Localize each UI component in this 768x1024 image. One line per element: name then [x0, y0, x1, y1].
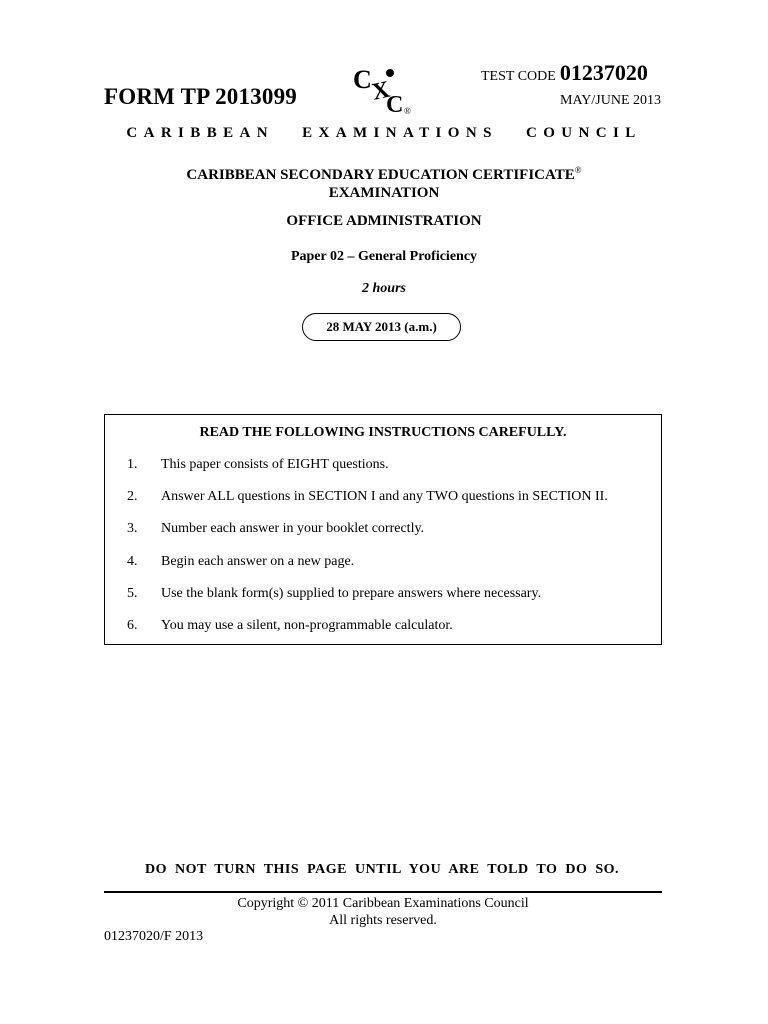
council-name: CARIBBEAN EXAMINATIONS COUNCIL [126, 125, 642, 141]
test-code-label: TEST CODE [481, 69, 556, 84]
instructions-box [104, 414, 662, 645]
instruction-number: 3. [127, 521, 138, 536]
warning-notice: DO NOT TURN THIS PAGE UNTIL YOU ARE TOLD TO DO SO. [144, 862, 620, 877]
instruction-number: 4. [127, 554, 138, 569]
instruction-item [127, 457, 389, 473]
instruction-item [127, 521, 424, 537]
test-code [481, 60, 648, 86]
paper-title: Paper 02 – General Proficiency [290, 249, 478, 264]
logo-letter-c1: C [353, 65, 372, 94]
form-number: FORM TP 2013099 [104, 84, 297, 109]
logo-letter-c2: C [386, 92, 404, 116]
instruction-item [127, 554, 354, 570]
footer-paper-code: 01237020/F 2013 [104, 929, 204, 944]
copyright-notice [104, 895, 662, 929]
instruction-item [127, 489, 608, 505]
copyright-line-1: Copyright © 2011 Caribbean Examinations Council [237, 896, 529, 911]
instruction-item [127, 586, 541, 602]
instruction-number: 5. [127, 586, 138, 601]
exam-date: 28 MAY 2013 (a.m.) [302, 313, 461, 341]
instruction-text: This paper consists of EIGHT questions. [161, 457, 389, 472]
certificate-reg-mark: ® [574, 165, 582, 175]
copyright-line-2: All rights reserved. [329, 913, 437, 928]
instruction-number: 6. [127, 618, 138, 633]
cxc-logo [350, 64, 418, 116]
footer-divider [104, 891, 662, 893]
instruction-item [127, 618, 453, 634]
instruction-text: Answer ALL questions in SECTION I and any TWO questions in SECTION II. [161, 489, 608, 504]
instruction-number: 1. [127, 457, 138, 472]
instruction-text: Use the blank form(s) supplied to prepare answers where necessary. [161, 586, 542, 601]
logo-letter-x: X [369, 76, 393, 106]
logo-registered: ® [404, 106, 411, 116]
exam-duration: 2 hours [362, 281, 406, 296]
instruction-text: You may use a silent, non-programmable calculator. [161, 618, 453, 633]
certificate-title [104, 161, 664, 202]
test-code-number: 01237020 [559, 60, 648, 85]
certificate-line-1: CARIBBEAN SECONDARY EDUCATION CERTIFICATE [186, 167, 575, 183]
instruction-number: 2. [127, 489, 138, 504]
instruction-text: Begin each answer on a new page. [161, 554, 355, 569]
certificate-line-2: EXAMINATION [328, 185, 440, 201]
subject-title: OFFICE ADMINISTRATION [286, 213, 482, 229]
exam-session: MAY/JUNE 2013 [560, 93, 661, 108]
instructions-title: READ THE FOLLOWING INSTRUCTIONS CAREFULLY. [199, 425, 567, 440]
instruction-text: Number each answer in your booklet correctly. [161, 521, 425, 536]
